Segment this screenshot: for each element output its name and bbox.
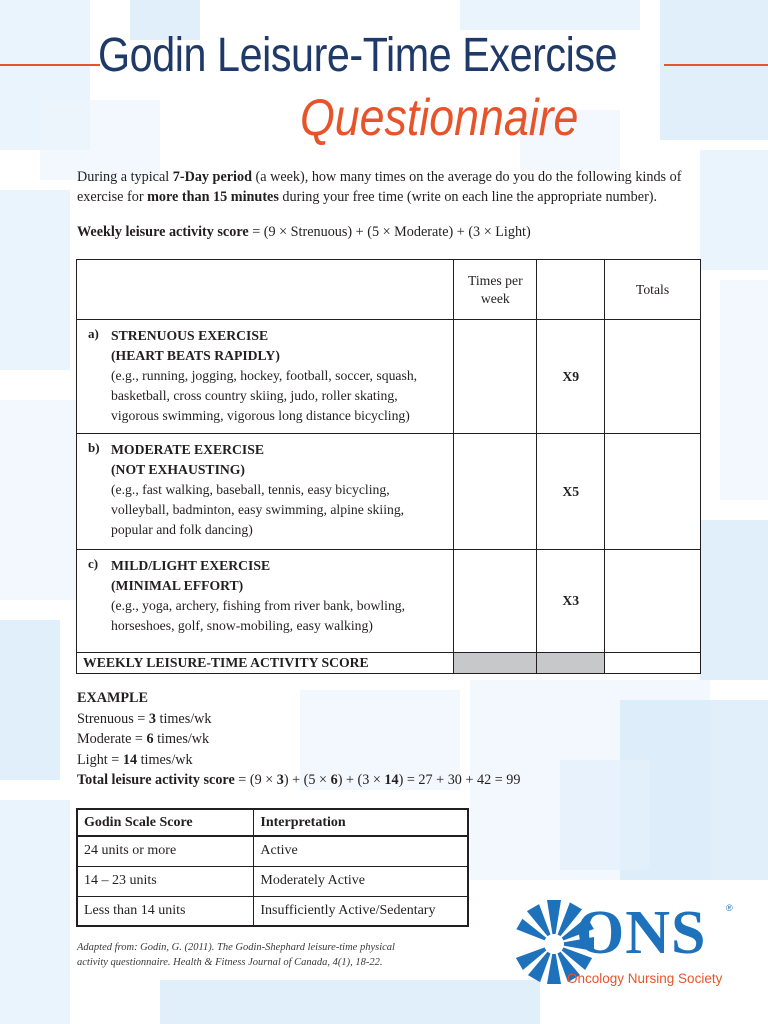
score-formula: Weekly leisure activity score = (9 × Strenuous) + (5 × Moderate) + (3 × Light) xyxy=(77,224,531,240)
example-light: Light = 14 times/wk xyxy=(77,751,193,768)
scale-header-interpretation: Interpretation xyxy=(254,809,468,836)
scale-score: 24 units or more xyxy=(77,836,254,866)
citation: Adapted from: Godin, G. (2011). The Godin-Shephard leisure-time physical activity questionnaire. Health & Fitness Journal of Canada, 4(1), 18-22. xyxy=(77,942,395,968)
header-blank-mult xyxy=(537,260,605,320)
example-total: Total leisure activity score = (9 × 3) + (5 × 6) + (3 × 14) = 27 + 30 + 42 = 99 xyxy=(77,772,521,788)
example-moderate: Moderate = 6 times/wk xyxy=(77,731,210,747)
scale-score: 14 – 23 units xyxy=(77,866,254,896)
scale-score: Less than 14 units xyxy=(77,896,254,926)
table-header-row xyxy=(77,260,701,320)
header-blank xyxy=(77,260,454,320)
multiplier: X9 xyxy=(537,320,605,434)
registered-mark: ® xyxy=(726,903,733,913)
title-rule-right xyxy=(664,64,768,66)
ons-logo-subtitle: Oncology Nursing Society xyxy=(567,971,723,986)
total-input-moderate[interactable] xyxy=(605,434,701,550)
header-times-per-week: Times per week xyxy=(454,260,537,320)
ons-logo-text: ONS xyxy=(576,899,707,967)
scale-header-score: Godin Scale Score xyxy=(77,809,254,836)
times-input-moderate[interactable] xyxy=(454,434,537,550)
table-row-weekly-score xyxy=(77,653,701,674)
example-strenuous: Strenuous = 3 times/wk xyxy=(77,710,212,727)
table-row xyxy=(77,836,468,866)
table-row xyxy=(77,866,468,896)
table-row xyxy=(77,896,468,926)
godin-scale-table xyxy=(76,808,469,927)
scale-interpretation: Active xyxy=(254,836,468,866)
multiplier: X3 xyxy=(537,550,605,653)
activity-description: b) MODERATE EXERCISE (NOT EXHAUSTING) (e.g., fast walking, baseball, tennis, easy bicycling, volleyball, badminton, easy swimming, alpine skiing, popular and folk dancing) xyxy=(77,434,454,550)
activity-description: c) MILD/LIGHT EXERCISE (MINIMAL EFFORT) (e.g., yoga, archery, fishing from river bank, bowling, horseshoes, golf, snow-mobiling, easy walking) xyxy=(77,550,454,653)
scale-interpretation: Moderately Active xyxy=(254,866,468,896)
multiplier: X5 xyxy=(537,434,605,550)
example-block: EXAMPLE Strenuous = 3 times/wk Moderate = 6 times/wk Light = 14 times/wk Total leisure activity score = (9 × 3) + (5 × 6) + (3 × 14) = 27 + 30 + 42 = 99 xyxy=(77,688,520,791)
header-totals: Totals xyxy=(605,260,701,320)
gray-cell xyxy=(537,653,605,674)
table-row-moderate xyxy=(77,434,701,550)
title-rule-left xyxy=(0,64,100,66)
gray-cell xyxy=(454,653,537,674)
instructions: During a typical 7-Day period (a week), how many times on the average do you do the following kinds of exercise for more than 15 minutes during your free time (write on each line the appropriate number). xyxy=(77,169,682,205)
times-input-strenuous[interactable] xyxy=(454,320,537,434)
activity-description: a) STRENUOUS EXERCISE (HEART BEATS RAPIDLY) (e.g., running, jogging, hockey, football, soccer, squash, basketball, cross country skiing, judo, roller skating, vigorous swimming, vigorous long distance bicycling) xyxy=(77,320,454,434)
total-input-light[interactable] xyxy=(605,550,701,653)
table-row-light xyxy=(77,550,701,653)
times-input-light[interactable] xyxy=(454,550,537,653)
total-input-strenuous[interactable] xyxy=(605,320,701,434)
page-subtitle: Questionnaire xyxy=(300,89,579,147)
scale-header-row xyxy=(77,809,468,836)
page-title: Godin Leisure-Time Exercise xyxy=(98,29,618,82)
exercise-table xyxy=(76,259,701,674)
scale-interpretation: Insufficiently Active/Sedentary xyxy=(254,896,468,926)
table-row-strenuous xyxy=(77,320,701,434)
weekly-score-input[interactable] xyxy=(605,653,701,674)
weekly-score-label: WEEKLY LEISURE-TIME ACTIVITY SCORE xyxy=(77,653,454,674)
